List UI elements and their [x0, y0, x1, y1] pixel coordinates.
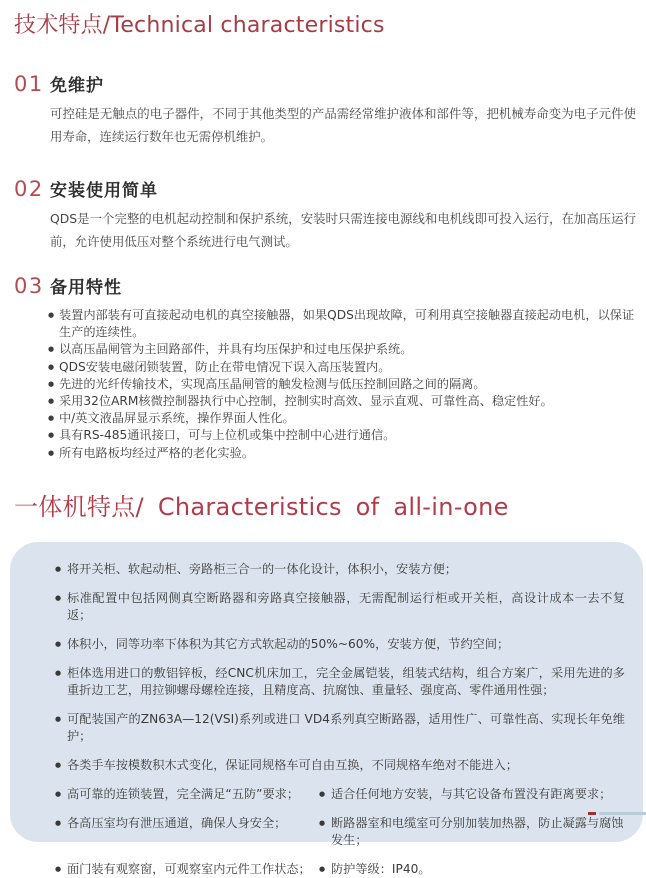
list-item: ● 将开关柜、软起动柜、旁路柜三合一的一体化设计，体积小，安装方便；: [55, 561, 625, 578]
list-item: ● 柜体选用进口的敷铝锌板，经CNC机床加工，完全金属铠装，组装式结构，组合方案广，采用先进的多重折边工艺，用拉铆螺母螺栓连接，且精度高、抗腐蚀、重量轻、强度高、零件通用性强；: [55, 665, 625, 699]
two-column-row: [55, 786, 625, 803]
list-item: ● 中/英文液晶屏显示系统，操作界面人性化。: [48, 410, 646, 427]
section-body-text: QDS是一个完整的电机起动控制和保护系统，安装时只需连接电源线和电机线即可投入运行，在加高压运行前，允许使用低压对整个系统进行电气测试。: [50, 211, 636, 249]
section-easy-install: [14, 176, 646, 253]
list-item: ● QDS安装电磁闭锁装置，防止在带电情况下误入高压装置内。: [48, 359, 646, 376]
list-item: ● 断路器室和电缆室可分别加装加热器，防止凝露与腐蚀发生；: [319, 815, 625, 849]
two-column-row: [55, 815, 625, 849]
list-item: ● 适合任何地方安装，与其它设备布置没有距离要求；: [319, 786, 611, 803]
section-backup-features: [14, 273, 646, 462]
section-heading: 备用特性: [50, 278, 122, 298]
list-item: ● 各类手车按模数积木式变化，保证同规格车可自由互换，不同规格车绝对不能进入；: [55, 757, 625, 774]
list-item: ● 体积小，同等功率下体积为其它方式软起动的50%~60%，安装方便，节约空间；: [55, 636, 625, 653]
list-item: ● 装置内部装有可直接起动电机的真空接触器，如果QDS出现故障，可利用真空接触器直接起动电机，以保证生产的连续性。: [48, 307, 646, 341]
list-item: ● 各高压室均有泄压通道，确保人身安全；: [55, 815, 319, 849]
list-item: ● 防护等级：IP40。: [319, 861, 431, 878]
footer-decoration: [588, 812, 646, 815]
backup-features-list: [48, 307, 646, 462]
section-heading: 安装使用简单: [50, 181, 158, 201]
section-maintenance-free: [14, 71, 646, 148]
list-item: ● 采用32位ARM核微控制器执行中心控制，控制实时高效、显示直观、可靠性高、稳定性好。: [48, 393, 646, 410]
list-item: ● 标准配置中包括网侧真空断路器和旁路真空接触器，无需配制运行柜或开关柜，高设计成本一去不复返；: [55, 590, 625, 624]
footer-blue-line: [599, 812, 646, 815]
section-header: [14, 71, 646, 96]
section-header: [14, 273, 646, 298]
page-title: 技术特点/Technical characteristics: [14, 13, 385, 38]
list-item: ● 所有电路板均经过严格的老化实验。: [48, 445, 646, 462]
footer-red-dash: [588, 812, 596, 815]
section-number: 01: [14, 72, 44, 96]
list-item: ● 可配装国产的ZN63A—12(VSI)系列或进口 VD4系列真空断路器，适用性广、可靠性高、实现长年免维护；: [55, 711, 625, 745]
all-in-one-panel: [10, 542, 643, 876]
list-item: ● 高可靠的连锁装置，完全满足“五防”要求；: [55, 786, 319, 803]
two-column-row: [55, 861, 625, 878]
section-body-text: 可控硅是无触点的电子器件，不同于其他类型的产品需经常维护液体和部件等，把机械寿命变为电子元件使用寿命，连续运行数年也无需停机维护。: [50, 106, 636, 144]
section-heading: 免维护: [50, 76, 104, 96]
section-number: 03: [14, 274, 44, 298]
list-item: ● 具有RS-485通讯接口，可与上位机或集中控制中心进行通信。: [48, 427, 646, 444]
list-item: ● 以高压晶闸管为主回路部件，并具有均压保护和过电压保护系统。: [48, 341, 646, 358]
section-header: [14, 176, 646, 201]
list-item: ● 先进的光纤传输技术，实现高压晶闸管的触发检测与低压控制回路之间的隔离。: [48, 376, 646, 393]
list-item: ● 面门装有观察窗，可观察室内元件工作状态；: [55, 861, 319, 878]
section-number: 02: [14, 177, 44, 201]
all-in-one-title: 一体机特点/ Characteristics of all-in-one: [14, 492, 509, 521]
